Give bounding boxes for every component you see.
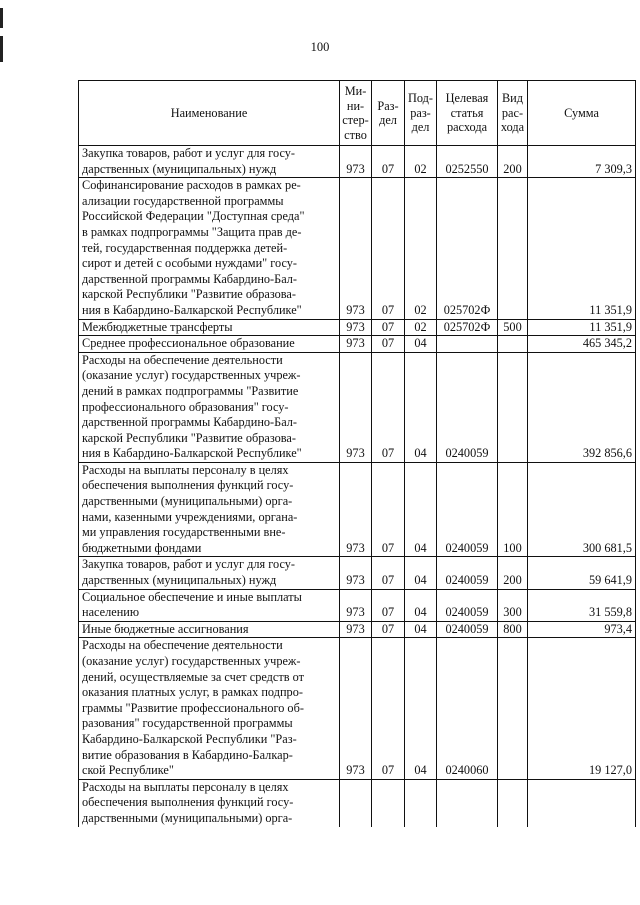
table-row (79, 779, 636, 826)
row-ministry: 973 (340, 462, 372, 557)
row-name: Среднее профессиональное образование (79, 336, 340, 353)
row-subsection: 04 (405, 352, 437, 462)
header-type: Вид рас- хода (498, 81, 528, 146)
row-ministry: 973 (340, 336, 372, 353)
table-row (79, 589, 636, 621)
row-name: Закупка товаров, работ и услуг для госу- дарственных (муниципальных) нужд (79, 557, 340, 589)
row-name: Софинансирование расходов в рамках ре- ализации государственной программы Российской Федерации "Доступная среда" в рамках подпрограммы "Защита прав де- тей, государственная поддержка детей- сирот и детей с особыми нуждами" госу- дарственной программы Кабардино-Бал- карской Республики "Развитие образова- ния в Кабардино-Балкарской Республике" (79, 178, 340, 319)
table-row (79, 557, 636, 589)
header-ministry: Ми- ни- стер- ство (340, 81, 372, 146)
row-section: 07 (372, 638, 405, 779)
row-ministry (340, 779, 372, 826)
row-type: 200 (498, 557, 528, 589)
row-amount: 973,4 (528, 621, 636, 638)
row-name: Социальное обеспечение и иные выплаты населению (79, 589, 340, 621)
table-row (79, 178, 636, 319)
row-type: 100 (498, 462, 528, 557)
row-target: 0240059 (437, 352, 498, 462)
row-target: 025702Ф (437, 178, 498, 319)
row-subsection: 04 (405, 336, 437, 353)
table-row (79, 336, 636, 353)
row-target: 0240060 (437, 638, 498, 779)
row-amount: 31 559,8 (528, 589, 636, 621)
row-section: 07 (372, 621, 405, 638)
row-name: Межбюджетные трансферты (79, 319, 340, 336)
header-target: Целевая статья расхода (437, 81, 498, 146)
row-ministry: 973 (340, 178, 372, 319)
row-section: 07 (372, 178, 405, 319)
table-row (79, 352, 636, 462)
row-subsection (405, 779, 437, 826)
page-number: 100 (310, 40, 330, 54)
row-amount: 11 351,9 (528, 319, 636, 336)
row-name: Расходы на обеспечение деятельности (оказание услуг) государственных учреж- дений, осуществляемые за счет средств от оказания платных услуг, в рамках подпро- граммы "Развитие профессионального об- разования" государственной программы Кабардино-Балкарской Республики "Раз- витие образования в Кабардино-Балкар- ской Республике" (79, 638, 340, 779)
row-target: 0240059 (437, 462, 498, 557)
row-type (498, 178, 528, 319)
budget-table (78, 80, 636, 827)
row-subsection: 04 (405, 638, 437, 779)
row-section: 07 (372, 336, 405, 353)
row-ministry: 973 (340, 621, 372, 638)
table-header-row (79, 81, 636, 146)
row-type (498, 779, 528, 826)
scan-edge-mark (0, 8, 3, 28)
row-ministry: 973 (340, 352, 372, 462)
table-row (79, 146, 636, 178)
row-type (498, 638, 528, 779)
row-ministry: 973 (340, 557, 372, 589)
table-row (79, 638, 636, 779)
row-type: 800 (498, 621, 528, 638)
header-amount: Сумма (528, 81, 636, 146)
table-row (79, 319, 636, 336)
row-type (498, 352, 528, 462)
table-row (79, 621, 636, 638)
row-target: 0240059 (437, 621, 498, 638)
row-amount: 465 345,2 (528, 336, 636, 353)
row-name: Иные бюджетные ассигнования (79, 621, 340, 638)
row-target: 0240059 (437, 557, 498, 589)
row-type: 500 (498, 319, 528, 336)
row-target (437, 779, 498, 826)
row-subsection: 02 (405, 146, 437, 178)
row-section: 07 (372, 319, 405, 336)
row-subsection: 02 (405, 319, 437, 336)
row-type (498, 336, 528, 353)
row-amount (528, 779, 636, 826)
row-ministry: 973 (340, 146, 372, 178)
row-section: 07 (372, 589, 405, 621)
row-amount: 300 681,5 (528, 462, 636, 557)
row-target: 0240059 (437, 589, 498, 621)
row-amount: 7 309,3 (528, 146, 636, 178)
row-amount: 11 351,9 (528, 178, 636, 319)
table-row (79, 462, 636, 557)
row-subsection: 04 (405, 589, 437, 621)
row-name: Расходы на выплаты персоналу в целях обеспечения выполнения функций госу- дарственными (муниципальными) орга- (79, 779, 340, 826)
row-name: Расходы на обеспечение деятельности (оказание услуг) государственных учреж- дений в рамках подпрограммы "Развитие профессионального образования" госу- дарственной программы Кабардино-Бал- карской Республики "Развитие образова- ния в Кабардино-Балкарской Республике" (79, 352, 340, 462)
row-section: 07 (372, 462, 405, 557)
row-section: 07 (372, 557, 405, 589)
row-type: 200 (498, 146, 528, 178)
header-section: Раз- дел (372, 81, 405, 146)
row-target: 0252550 (437, 146, 498, 178)
row-section: 07 (372, 146, 405, 178)
row-name: Расходы на выплаты персоналу в целях обеспечения выполнения функций госу- дарственными (муниципальными) орга- нами, казенными учреждениями, органа- ми управления государственными вне- бюджетными фондами (79, 462, 340, 557)
row-section (372, 779, 405, 826)
row-subsection: 02 (405, 178, 437, 319)
row-amount: 19 127,0 (528, 638, 636, 779)
row-ministry: 973 (340, 319, 372, 336)
row-ministry: 973 (340, 638, 372, 779)
header-subsection: Под- раз- дел (405, 81, 437, 146)
row-subsection: 04 (405, 462, 437, 557)
row-amount: 59 641,9 (528, 557, 636, 589)
row-name: Закупка товаров, работ и услуг для госу- дарственных (муниципальных) нужд (79, 146, 340, 178)
row-subsection: 04 (405, 621, 437, 638)
row-subsection: 04 (405, 557, 437, 589)
row-target: 025702Ф (437, 319, 498, 336)
row-target (437, 336, 498, 353)
header-name: Наименование (79, 81, 340, 146)
row-amount: 392 856,6 (528, 352, 636, 462)
row-ministry: 973 (340, 589, 372, 621)
row-section: 07 (372, 352, 405, 462)
row-type: 300 (498, 589, 528, 621)
